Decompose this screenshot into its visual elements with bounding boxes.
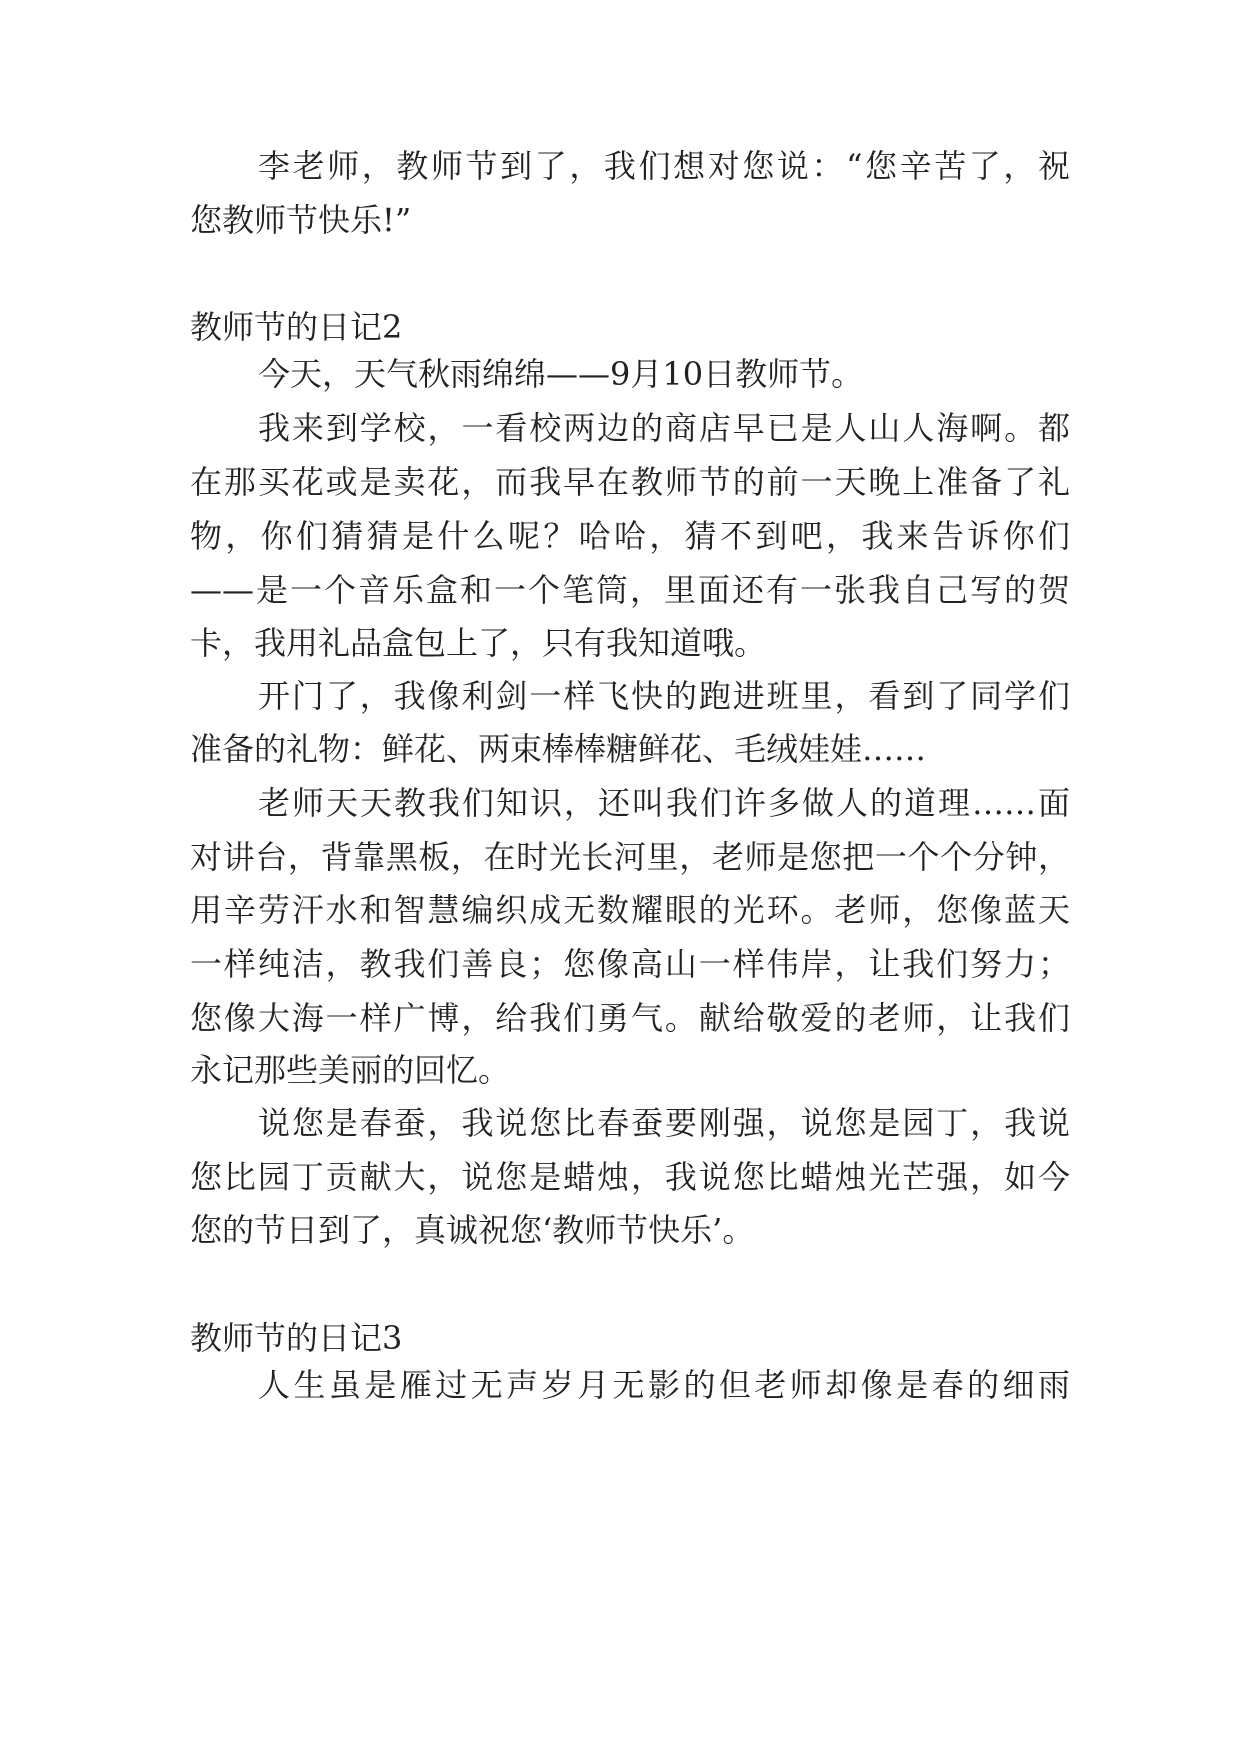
- paragraph-line: 永记那些美丽的回忆。: [190, 1051, 511, 1089]
- paragraph-line: 您的节日到了，真诚祝您‘教师节快乐’。: [190, 1211, 755, 1249]
- section-heading: 教师节的日记2: [190, 308, 403, 346]
- paragraph-line: 用辛劳汗水和智慧编织成无数耀眼的光环。老师，您像蓝天: [190, 891, 1070, 929]
- paragraph-line: 李老师，教师节到了，我们想对您说：“您辛苦了，祝: [258, 147, 1070, 185]
- paragraph-line: 您比园丁贡献大，说您是蜡烛，我说您比蜡烛光芒强，如今: [190, 1158, 1070, 1196]
- paragraph-line: 卡，我用礼品盒包上了，只有我知道哦。: [190, 624, 767, 662]
- paragraph-line: 物，你们猜猜是什么呢？哈哈，猜不到吧，我来告诉你们: [190, 517, 1070, 555]
- paragraph-line: 人生虽是雁过无声岁月无影的但老师却像是春的细雨: [258, 1366, 1070, 1404]
- paragraph-line: 准备的礼物：鲜花、两束棒棒糖鲜花、毛绒娃娃……: [190, 730, 927, 768]
- paragraph-line: 在那买花或是卖花，而我早在教师节的前一天晚上准备了礼: [190, 463, 1070, 501]
- section-heading: 教师节的日记3: [190, 1319, 403, 1357]
- paragraph-line: 今天，天气秋雨绵绵——9月10日教师节。: [258, 355, 864, 393]
- paragraph-line: ——是一个音乐盒和一个笔筒，里面还有一张我自己写的贺: [190, 571, 1070, 609]
- paragraph-line: 说您是春蚕，我说您比春蚕要刚强，说您是园丁，我说: [258, 1104, 1070, 1142]
- paragraph-line: 老师天天教我们知识，还叫我们许多做人的道理……面: [258, 784, 1070, 822]
- paragraph-line: 我来到学校，一看校两边的商店早已是人山人海啊。都: [258, 409, 1070, 447]
- paragraph-line: 您教师节快乐!”: [190, 201, 412, 239]
- paragraph-line: 开门了，我像利剑一样飞快的跑进班里，看到了同学们: [258, 677, 1070, 715]
- paragraph-line: 您像大海一样广博，给我们勇气。献给敬爱的老师，让我们: [190, 999, 1070, 1037]
- paragraph-line: 一样纯洁，教我们善良；您像高山一样伟岸，让我们努力；: [190, 945, 1070, 983]
- paragraph-line: 对讲台，背靠黑板，在时光长河里，老师是您把一个个分钟，: [190, 838, 1070, 876]
